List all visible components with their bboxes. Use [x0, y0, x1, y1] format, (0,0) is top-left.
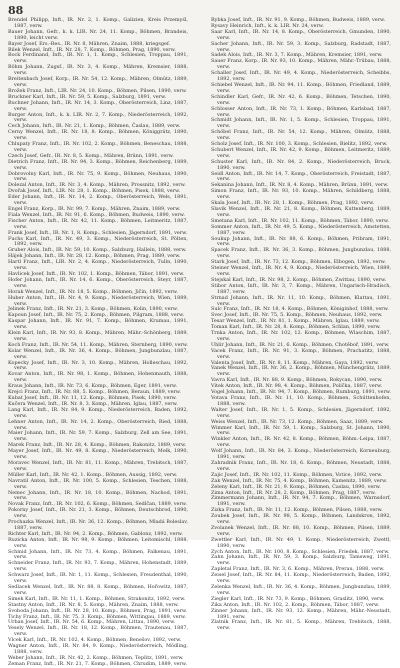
list-entry: Ziegler Karl, Inft., IR. Nr. 73, 9. Komp., Böhmen, Graslitz, 1890, verw.	[211, 595, 385, 602]
list-entry: Stastny Anton, Inft., IR. Nr. 8, 5. Komp., Mähren, Znaim, 1888, verw.	[8, 601, 179, 608]
list-entry: Navratil Anton, Inft., IR. Nr. 100, 5. Komp., Schlesien, Teschen, 1888, verw.	[8, 477, 188, 490]
list-entry: Schubert Wenzel, Inft., IR. Nr. 42, 9. Komp., Böhmen, Leitmeritz, 1889, verw.	[211, 146, 391, 159]
list-entry: Schlosser Anton, Inft., IR. Nr. 73, 1. Komp., Böhmen, Karlsbad, 1887, verw.	[211, 105, 391, 118]
list-entry: Kopecky Josef, Inft., IR. Nr. 3, 10. Komp., Mähren, Holleschau, 1892, verw.	[8, 359, 188, 372]
list-entry: Brendel Philipp, Inft., IR. Nr. 2, 1. Komp., Galizien, Kreis Przemyśl, 1887, verw.	[8, 17, 188, 29]
list-entry: Skala Josef, Inft., IR. Nr. 28, 1. Komp., Böhmen, Prag, 1892, verw.	[211, 200, 375, 207]
right-column	[211, 17, 392, 632]
list-entry: Uhlir Johann, Inft., IR. Nr. 21, 6. Komp., Böhmen, Chotěboř, 1891, verw.	[211, 341, 390, 348]
list-entry: Weiss Wenzel, Inft., IR. Nr. 73, 12. Komp., Böhmen, Saaz, 1889, verw.	[211, 418, 384, 425]
list-entry: Weber Johann, Inft., IR. Nr. 42, 2. Komp., Böhmen, Teplitz, 1891, verw.	[8, 654, 184, 661]
list-entry: Sacher Johann, Inft., IR. Nr. 59, 3. Komp., Salzburg, Radstadt, 1887, verw.	[211, 40, 391, 53]
list-entry: Kubat Josef, Inft., IR. Nr. 11, 12. Komp., Böhmen, Pisek, 1890, verw.	[8, 395, 177, 401]
list-entry: Sadek Alois, Inft., IR. Nr. 3, 7. Komp., Mähren, Kremsier, 1891, verw.	[211, 52, 383, 59]
list-entry: Gruber Alois, Inft., IR. Nr. 59, 10. Komp., Salzburg, Hallein, 1888, verw.	[8, 247, 187, 254]
list-entry: Maier Johann, Inft., IR. Nr. 59, 7. Komp., Salzburg, Zell am See, 1891, verw.	[8, 430, 188, 443]
list-entry: Walter Josef, Inft., IR. Nr. 1, 5. Komp., Schlesien, Jägerndorf, 1892, verw.	[211, 406, 391, 419]
list-entry: Urban Josef, Inft., IR. Nr. 54, 6. Komp., Mähren, Littau, 1890, verw.	[8, 619, 176, 626]
list-entry: Vitek Anton, Inft., IR. Nr. 98, 4. Komp., Böhmen, Polička, 1887, verw.	[211, 383, 383, 390]
list-entry: Kraus Johann, Inft., IR. Nr. 73, 6. Komp., Böhmen, Eger, 1891, verw.	[8, 383, 178, 390]
list-entry: Fuchs Karl, Inft., IR. Nr. 49, 3. Komp., Niederösterreich, St. Pölten, 1892, verw.	[8, 235, 188, 248]
list-entry: Rysavy Heinrich, Inft., k. k. LIR. Nr. 24, verw.	[211, 22, 324, 29]
list-entry: Kapoun Josef, Inft., IR. Nr. 75, 2. Komp., Böhmen, Pilgram, 1888, verw.	[8, 312, 185, 319]
list-entry: Kučera Wenzel, Inft., IR. Nr. 8, 3. Komp., Mähren, Iglau, 1887, verw.	[8, 400, 178, 407]
list-entry: Koch Franz, Inft., IR. Nr. 54, 11. Komp., Mähren, Sternberg, 1890, verw.	[8, 341, 188, 348]
list-entry: Schwarz Josef, Inft., IR. Nr. 1, 11. Komp., Schlesien, Freudenthal, 1890, verw.	[8, 572, 188, 585]
list-entry: Vanek Wenzel, Inft., IR. Nr. 36, 2. Komp., Böhmen, Münchengrätz, 1889, verw.	[211, 365, 392, 378]
list-entry: Brožek Franz, Inft., LIR. Nr. 24, 10. Komp., Böhmen, Pilsen, 1890, verw.	[8, 87, 187, 94]
list-entry: Toman Karl, Inft., IR. Nr. 28, 8. Komp., Böhmen, Schlan, 1890, verw.	[211, 324, 381, 331]
list-entry: Prochazka Wenzel, Inft., IR. Nr. 36, 12. Komp., Böhmen, Mladá Boleslav, 1887, verw.	[8, 519, 188, 531]
list-entry: Zlatnik Franz, Inft., IR. Nr. 81, 5. Komp., Mähren, Trebitsch, 1888, verw.	[211, 619, 391, 632]
list-entry: Zeisel Josef, Inft., IR. Nr. 84, 11. Komp., Niederösterreich, Baden, 1892, verw.	[211, 572, 391, 585]
list-entry: Zapletal Franz, Inft., IR. Nr. 3, 6. Komp., Mähren, Prerau, 1888, verw.	[211, 566, 385, 573]
list-entry: Dolezal Anton, Inft., IR. Nr. 3, 4. Komp., Mähren, Prossnitz, 1892, verw.	[8, 182, 186, 189]
list-entry: Wagner Anton, Inft., IR. Nr. 84, 9. Komp., Niederösterreich, Mödling, 1888, verw.	[8, 643, 188, 655]
list-entry: Huber Anton, Inft., IR. Nr. 4, 9. Komp., Niederösterreich, Wien, 1889, verw.	[8, 294, 188, 307]
list-entry: Schmidt Johann, Inft., IR. Nr. 1, 5. Komp., Schlesien, Troppau, 1891, verw.	[211, 117, 391, 130]
list-entry: Sedlacek Wenzel, Inft., IR. Nr. 88, 8. Komp., Böhmen, Hořowitz, 1887, verw.	[8, 584, 188, 596]
left-column	[8, 17, 188, 667]
list-entry: Buchner Johann, Inft., IR. Nr. 14, 3. Komp., Oberösterreich, Linz, 1887, verw.	[8, 99, 188, 112]
list-entry: Fiala Wenzel, Inft., IR. Nr. 91, 6. Komp., Böhmen, Budweis, 1890, verw.	[8, 211, 185, 218]
list-entry: Trnka Anton, Inft., IR. Nr. 102, 12. Komp., Böhmen, Wlaschim, 1887, verw.	[211, 330, 391, 342]
list-entry: Schuster Karl, Inft., IR. Nr. 84, 2. Komp., Niederösterreich, Bruck, 1890, verw.	[211, 158, 391, 171]
list-entry: Stibor Anton, Inft., IR. Nr. 3, 7. Komp., Mähren, Ungarisch-Hradisch, 1887, verw.	[211, 282, 391, 295]
list-entry: Hartl Franz, Inft., LIR. Nr. 2, 4. Komp., Niederösterreich, Tulln, 1890, verw.	[8, 259, 188, 272]
list-entry: Zeman Franz, Inft., IR. Nr. 21, 7. Komp., Böhmen, Chrudim, 1889, verw.	[8, 660, 187, 667]
list-entry: Svec Josef, Inft., IR. Nr. 75, 5. Komp., Böhmen, Neuhaus, 1892, verw.	[211, 312, 383, 319]
list-entry: Müller Karl, Inft., IR. Nr. 42, 1. Komp., Böhmen, Aussig, 1892, verw.	[8, 471, 178, 478]
list-entry: Eder Johann, Inft., IR. Nr. 14, 2. Komp., Oberösterreich, Wels, 1891, verw.	[8, 194, 188, 207]
list-entry: Lang Karl, Inft., IR. Nr. 84, 9. Komp., Niederösterreich, Baden, 1892, verw.	[8, 406, 188, 419]
list-entry: Vlcek Karl, Inft., IR. Nr. 102, 4. Komp., Böhmen, Benešov, 1892, verw.	[8, 637, 182, 644]
list-entry: Bruckner Karl, Inft., IR. Nr. 59, 5. Komp., Salzburg, 1891, verw.	[8, 93, 167, 100]
list-entry: Lehner Anton, Inft., IR. Nr. 14, 2. Komp., Oberösterreich, Ried, 1888, verw.	[8, 418, 188, 431]
list-entry: Moravec Wenzel, Inft., IR. Nr. 81, 11. Komp., Mähren, Trebitsch, 1887, verw.	[8, 459, 188, 472]
list-entry: Stark Josef, Inft., IR. Nr. 73, 12. Komp., Böhmen, Elbogen, 1892, verw.	[211, 259, 386, 266]
list-entry: Cech Johann, Inft., IR. Nr. 21, 1. Komp., Böhmen, Časlau, 1889, verw.	[8, 123, 181, 130]
list-entry: Schöbel Franz, Inft., IR. Nr. 54, 12. Komp., Mähren, Olmütz, 1888, verw.	[211, 129, 391, 142]
list-entry: Bauer Johann, Gefr., k. k. LIR. Nr. 24, 11. Komp., Böhmen, Brandeis, 1890, leicht verw.	[8, 28, 188, 41]
list-entry: Bayer Josef, Ers.-Res., IR. Nr. 8, Mähren, Znaim, 1888, kriegsgef.	[8, 40, 171, 47]
list-entry: Vacek Franz, Inft., IR. Nr. 91, 3. Komp., Böhmen, Prachatitz, 1888, verw.	[211, 347, 391, 360]
list-entry: Sekanina Johann, Inft., IR. Nr. 8, 4. Komp., Mähren, Brünn, 1891, verw.	[211, 182, 389, 189]
list-entry: Slavik Wenzel, Inft., IR. Nr. 21, 8. Komp., Böhmen, Kuttenberg, 1889, verw.	[211, 206, 391, 218]
list-entry: Klein Karl, Inft., IR. Nr. 93, 8. Komp., Mähren, Mähr.-Schönberg, 1889, verw.	[8, 330, 188, 342]
list-entry: Havlicek Josef, Inft., IR. Nr. 102, 1. Komp., Böhmen, Tábor, 1891, verw.	[8, 270, 185, 277]
list-entry: Wolf Johann, Inft., IR. Nr. 84, 3. Komp., Niederösterreich, Korneuburg, 1891, verw.	[211, 448, 391, 461]
list-entry: Zoubek Josef, Inft., IR. Nr. 98, 5. Komp., Böhmen, Landskron, 1892, verw.	[211, 513, 391, 526]
list-entry: Ruzicka Anton, Inft., IR. Nr. 98, 9. Komp., Böhmen, Leitomischl, 1888, verw.	[8, 536, 188, 549]
list-entry: Valenta Josef, Inft., IR. Nr. 8, 11. Komp., Mähren, Gaya, 1892, verw.	[211, 359, 379, 366]
list-entry: Breitenbach Josef, Korp., IR. Nr. 54, 12. Komp., Mähren, Olmütz, 1889, verw.	[8, 76, 188, 88]
list-entry: Mayer Josef, Inft., IR. Nr. 49, 8. Komp., Niederösterreich, Melk, 1890, verw.	[8, 448, 188, 461]
list-entry: Zima Anton, Inft., IR. Nr. 28, 2. Komp., Böhmen, Prag, 1887, verw.	[211, 489, 376, 496]
list-entry: Frank Josef, Inft., IR. Nr. 1, 8. Komp., Schlesien, Jägerndorf, 1891, verw.	[8, 229, 188, 236]
list-entry: Votava Franz, Inft., IR. Nr. 11, 10. Komp., Böhmen, Schüttenhofen, 1888, verw.	[211, 395, 391, 407]
list-entry: Novak Franz, Inft., IR. Nr. 102, 6. Komp., Böhmen, Sedlčan, 1889, verw.	[8, 501, 187, 508]
list-entry: Svoboda Johann, Inft., IR. Nr. 28, 10. Komp., Böhmen, Prag, 1891, verw.	[8, 607, 188, 614]
list-entry: Zych Anton, Inft., IR. Nr. 100, 8. Komp., Schlesien, Friedek, 1887, verw.	[211, 548, 390, 555]
list-entry: Zahradnik Franz, Inft., IR. Nr. 18, 6. Komp., Böhmen, Neustadt, 1888, verw.	[211, 459, 391, 472]
list-entry: Sommer Anton, Inft., IR. Nr. 49, 5. Komp., Niederösterreich, Amstetten, 1887, verw.	[211, 223, 391, 236]
list-entry: Fischer Anton, Inft., IR. Nr. 42, 11. Komp., Böhmen, Leitmeritz, 1887, verw.	[8, 217, 188, 230]
list-entry: Richter Karl, Inft., IR. Nr. 94, 2. Komp., Böhmen, Gablonz, 1892, verw.	[8, 530, 183, 537]
list-entry: Scholz Josef, Inft., IR. Nr. 100, 3. Komp., Schlesien, Bielitz, 1892, verw.	[211, 141, 388, 148]
list-entry: Vavra Karl, Inft., IR. Nr. 88, 9. Komp., Böhmen, Rokycan, 1890, verw.	[211, 377, 383, 384]
list-entry: Hájek Johann, Inft., IR. Nr. 28, 12. Komp., Böhmen, Prag, 1889, verw.	[8, 253, 181, 260]
list-entry: Dietrich Franz, Inft., IR. Nr. 94, 3. Komp., Böhmen, Reichenberg, 1889, verw.	[8, 158, 188, 171]
page-number: 88	[8, 4, 24, 17]
list-entry: Saar Karl, Inft., IR. Nr. 14, 8. Komp., Oberösterreich, Gmunden, 1890, verw.	[211, 28, 391, 41]
list-entry: Dobrovolny Karl, Inft., IR. Nr. 75, 9. Komp., Böhmen, Neuhaus, 1890, verw.	[8, 170, 188, 183]
list-entry: Wimmer Karl, Inft., IR. Nr. 59, 1. Komp., Salzburg, St. Johann, 1890, verw.	[211, 424, 391, 437]
list-entry: Cerny Wenzel, Inft., IR. Nr. 18, 8. Komp., Böhmen, Königgrätz, 1890, verw.	[8, 129, 188, 142]
list-entry: Steiner Wenzel, Inft., IR. Nr. 4, 9. Komp., Niederösterreich, Wien, 1889, verw.	[211, 265, 391, 277]
list-entry: Schmid Johann, Inft., IR. Nr. 73, 4. Komp., Böhmen, Falkenau, 1891, verw.	[8, 548, 188, 561]
list-entry: Bilek Wenzel, Inft., IR. Nr. 28, 7. Komp., Böhmen, Prag, 1890, verw.	[8, 46, 176, 53]
list-entry: Chlupaty Franz, Inft., IR. Nr. 102, 2. Komp., Böhmen, Beneschau, 1888, verw.	[8, 141, 188, 153]
list-entry: Tichy Franz, Inft., IR. Nr. 75, 3. Komp., Böhmen, Wittingau, 1889, verw.	[8, 613, 187, 620]
list-entry: Jelinek Franz, Inft., IR. Nr. 21, 3. Komp., Böhmen, Kolin, 1890, verw.	[8, 306, 178, 313]
list-entry: Zahn Johann, Inft., IR. Nr. 59, 3. Komp., Salzburg, Tamsweg, 1891, verw.	[211, 554, 391, 567]
list-entry: Zeleny Karl, Inft., IR. Nr. 21, 9. Komp., Böhmen, Caslau, 1890, verw.	[211, 483, 381, 490]
list-entry: Stejskal Karl, Inft., IR. Nr. 98, 2. Komp., Böhmen, Zwittau, 1890, verw.	[211, 276, 387, 283]
list-entry: Seidl Anton, Inft., IR. Nr. 14, 7. Komp., Oberösterreich, Freistadt, 1887, verw.	[211, 170, 391, 183]
list-entry: Vogel Johann, Inft., IR. Nr. 94, 7. Komp., Böhmen, Rumburg, 1891, verw.	[211, 389, 391, 396]
list-entry: Winkler Anton, Inft., IR. Nr. 42, 8. Komp., Böhmen, Böhm.-Leipa, 1887, verw.	[211, 436, 391, 449]
list-entry: Simek Karl, Inft., IR. Nr. 11, 1. Komp., Böhmen, Strakonitz, 1892, verw.	[8, 595, 186, 602]
list-entry: Smetana Karl, Inft., IR. Nr. 102, 11. Komp., Böhmen, Tábor, 1890, verw.	[211, 217, 390, 224]
list-entry: Zwettler Karl, Inft., IR. Nr. 49, 1. Komp., Niederösterreich, Zwettl, 1890, verw.	[211, 536, 391, 549]
list-entry: Zika Anton, Inft., IR. Nr. 102, 2. Komp., Böhmen, Tábor, 1887, verw.	[211, 601, 380, 608]
list-entry: Engel Franz, Korp., IR. Nr. 99, 7. Komp., Mähren, Znaim, 1889, verw.	[8, 206, 181, 212]
list-entry: Schindler Karl, Gefr., IR. Nr. 42, 6. Komp., Böhmen, Tetschen, 1890, verw.	[211, 93, 391, 106]
list-entry: Hofer Johann, Inft., IR. Nr. 14, 6. Komp., Oberösterreich, Steyr, 1887, verw.	[8, 276, 188, 289]
list-entry: Zinner Johann, Inft., IR. Nr. 93, 12. Komp., Mähren, Mähr.-Neustadt, 1891, verw.	[211, 607, 391, 620]
list-entry: Pokorny Josef, Inft., IR. Nr. 21, 3. Komp., Böhmen, Deutschbrod, 1890, verw.	[8, 507, 188, 520]
list-entry: Zajic Josef, Inft., IR. Nr. 102, 11. Komp., Böhmen, Votice, 1892, verw.	[211, 471, 383, 478]
list-entry: Schiebel Wenzel, Inft., IR. Nr. 94, 11. Komp., Böhmen, Friedland, 1889, verw.	[211, 81, 391, 94]
list-entry: Bock Ferdinand, Inft., IR. Nr. 1, 1. Komp., Schlesien, Troppau, 1891, verw.	[8, 52, 188, 65]
list-entry: Zimmermann Johann, Inft., IR. Nr. 94, 7. Komp., Böhmen, Warnsdorf, 1891, verw.	[211, 495, 391, 508]
list-entry: Zak Wenzel, Inft., IR. Nr. 75, 4. Komp., Böhmen, Kamenitz, 1889, verw.	[211, 477, 388, 484]
list-entry: Strnad Johann, Inft., IR. Nr. 11, 10. Komp., Böhmen, Klattau, 1891, verw.	[211, 294, 391, 307]
list-entry: Zizka Franz, Inft., IR. Nr. 11, 12. Komp., Böhmen, Pilsen, 1888, verw.	[211, 507, 383, 514]
list-entry: Dvořak Josef, Inft., LIR. Nr. 28, 1. Komp., Böhmen, Pisek, 1888, verw.	[8, 188, 181, 195]
list-entry: Schneider Franz, Inft., IR. Nr. 93, 7. Komp., Mähren, Hohenstadt, 1889, verw.	[8, 560, 188, 573]
list-entry: Schaller Josef, Inft., IR. Nr. 49, 4. Komp., Niederösterreich, Scheibbs, 1892, verw.	[211, 70, 391, 83]
list-entry: Kolar Wenzel, Inft., IR. Nr. 36, 4. Komp., Böhmen, Jungbunzlau, 1887, verw.	[8, 347, 188, 360]
list-entry: Kaspar Johann, Inft., IR. Nr. 91, 7. Komp., Böhmen, Krumau, 1891, verw.	[8, 318, 188, 331]
list-entry: Sulc Franz, Inft., IR. Nr. 18, 4. Komp., Böhmen, Königinhof, 1888, verw.	[211, 306, 389, 313]
list-entry: Böhm Johann, Zugsf., IR. Nr. 3, 4. Komp., Mähren, Kremsier, 1888, verw.	[8, 64, 188, 77]
list-entry: Soukup Johann, Inft., IR. Nr. 88, 6. Komp., Böhmen, Pribram, 1891, verw.	[211, 235, 391, 248]
list-entry: Simon Franz, Inft., IR. Nr. 93, 10. Komp., Mähren, Schildberg, 1888, verw.	[211, 188, 391, 201]
list-entry: Zvolanek Wenzel, Inft., IR. Nr. 88, 10. Komp., Böhmen, Pilsen, 1889, verw.	[211, 524, 391, 537]
list-entry: Burger Anton, Inft., k. k. LIR. Nr. 2, 7. Komp., Niederösterreich, 1892, verw.	[8, 111, 188, 124]
list-entry: Czech Josef, Gefr., IR. Nr. 8, 5. Komp., Mähren, Brünn, 1891, verw.	[8, 152, 174, 159]
list-entry: Rybka Josef, Inft., IR. Nr. 91, 9. Komp., Böhmen, Budweis, 1889, verw.	[211, 17, 386, 23]
list-entry: Sauer Franz, Korp., IR. Nr. 93, 10. Komp., Mähren, Mähr.-Trübau, 1888, verw.	[211, 58, 391, 71]
list-entry: Vesely Wenzel, Inft., IR. Nr. 18, 12. Komp., Böhmen, Trautenau, 1887, verw.	[8, 625, 188, 638]
list-entry: Krejci Franz, Inft., IR. Nr. 88, 5. Komp., Böhmen, Beraun, 1889, verw.	[8, 389, 181, 396]
list-entry: Marek Franz, Inft., IR. Nr. 28, 4. Komp., Böhmen, Rakonitz, 1889, verw.	[8, 442, 187, 449]
list-entry: Kovar Anton, Inft., IR. Nr. 98, 1. Komp., Böhmen, Hohenmauth, 1888, verw.	[8, 371, 188, 384]
list-entry: Tesar Wenzel, Inft., IR. Nr. 81, 1. Komp., Mähren, Iglau, 1889, verw.	[211, 318, 380, 325]
list-entry: Spacek Franz, Inft., IR. Nr. 36, 3. Komp., Böhmen, Jungbunzlau, 1888, verw.	[211, 247, 391, 260]
list-entry: Horak Wenzel, Inft., IR. Nr. 18, 5. Komp., Böhmen, Jičín, 1892, verw.	[8, 288, 178, 295]
list-entry: Nemec Johann, Inft., IR. Nr. 18, 10. Komp., Böhmen, Nachod, 1891, verw.	[8, 489, 188, 502]
list-entry: Zelenka Wenzel, Inft., IR. Nr. 36, 4. Komp., Böhmen, Jungbunzlau, 1889, verw.	[211, 584, 391, 596]
